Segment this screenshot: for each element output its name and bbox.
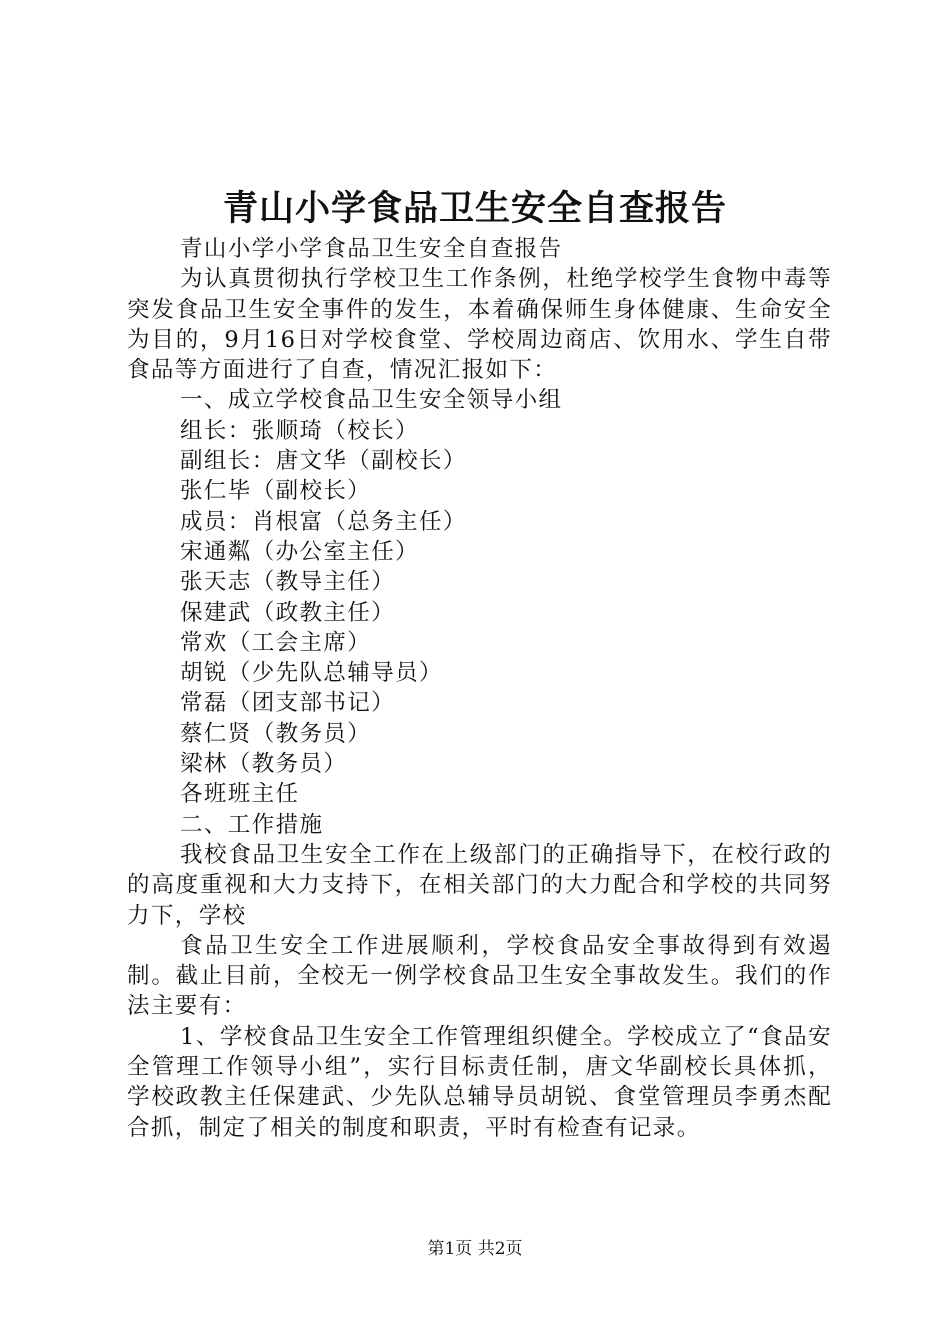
deputy-leader-line: 副组长：唐文华（副校长）	[180, 448, 467, 475]
member-item: 胡锐（少先队总辅导员）	[180, 660, 443, 687]
section-heading-1: 一、成立学校食品卫生安全领导小组	[180, 387, 563, 414]
member-item: 常磊（团支部书记）	[180, 690, 396, 717]
measures-paragraph-continued: 食品卫生安全工作进展顺利，学校食品安全事故得到有效遏制。截止目前，全校无一例学校食品卫生安全事故发生。我们的作法主要有：	[127, 932, 832, 1020]
measures-paragraph: 我校食品卫生安全工作在上级部门的正确指导下，在校行政的的高度重视和大力支持下，在相关部门的大力配合和学校的共同努力下，学校	[127, 841, 832, 929]
member-item: 各班班主任	[180, 781, 300, 808]
member-item: 蔡仁贤（教务员）	[180, 720, 372, 747]
member-item: 保建武（政教主任）	[180, 599, 396, 626]
member-item: 宋通粼（办公室主任）	[180, 538, 420, 565]
report-subtitle: 青山小学小学食品卫生安全自查报告	[180, 236, 563, 262]
deputy-leader-line-2: 张仁毕（副校长）	[180, 478, 372, 505]
members-line: 成员：肖根富（总务主任）	[180, 508, 467, 535]
group-leader-line: 组长：张顺琦（校长）	[180, 417, 420, 444]
measure-item-1: 1、学校食品卫生安全工作管理组织健全。学校成立了“食品安全管理工作领导小组”，实行目标责任制，唐文华副校长具体抓，学校政教主任保建武、少先队总辅导员胡锐、食堂管理员李勇杰配合抓，制定了相关的制度和职责，平时有检查有记录。	[127, 1023, 832, 1141]
member-item: 张天志（教导主任）	[180, 569, 396, 596]
document-title: 青山小学食品卫生安全自查报告	[222, 188, 727, 229]
page-number-footer: 第1页 共2页	[427, 1239, 523, 1259]
member-item: 常欢（工会主席）	[180, 629, 372, 656]
section-heading-2: 二、工作措施	[180, 811, 324, 838]
intro-paragraph: 为认真贯彻执行学校卫生工作条例，杜绝学校学生食物中毒等突发食品卫生安全事件的发生，本着确保师生身体健康、生命安全为目的，9月16日对学校食堂、学校周边商店、饮用水、学生自带食品等方面进行了自查，情况汇报如下：	[127, 266, 832, 384]
document-body	[127, 234, 832, 1143]
member-item: 梁林（教务员）	[180, 751, 348, 778]
